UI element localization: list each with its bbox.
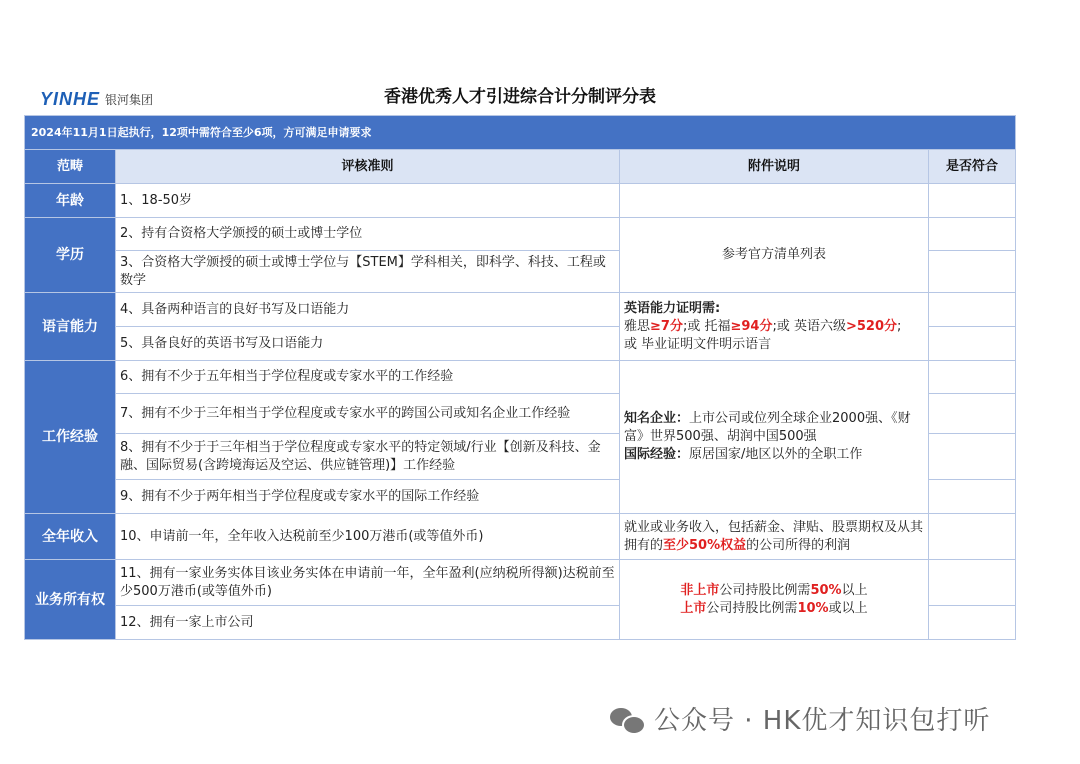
table-row — [25, 293, 1016, 327]
note-business — [620, 560, 929, 640]
check-cell-9[interactable] — [929, 480, 1016, 514]
banner-row — [25, 116, 1016, 150]
table-row — [25, 218, 1016, 251]
criterion-7: 7、拥有不少于三年相当于学位程度或专家水平的跨国公司或知名企业工作经验 — [116, 394, 620, 434]
page-title: 香港优秀人才引进综合计分制评分表 — [384, 87, 656, 107]
table-row — [25, 361, 1016, 394]
business-note-listed: 上市公司持股比例需10%或以上 — [680, 600, 868, 616]
category-education: 学历 — [25, 218, 116, 293]
check-cell-3[interactable] — [929, 251, 1016, 293]
table-row — [25, 560, 1016, 606]
language-note-alt: 或 毕业证明文件明示语言 — [624, 336, 772, 352]
col-header-category: 范畴 — [25, 150, 116, 184]
category-income: 全年收入 — [25, 514, 116, 560]
check-cell-7[interactable] — [929, 394, 1016, 434]
check-cell-4[interactable] — [929, 293, 1016, 327]
criterion-1: 1、18-50岁 — [116, 184, 620, 218]
work-note-famous: 知名企业：上市公司或位列全球企业2000强、《财富》世界500强、胡润中国500强 — [624, 411, 911, 444]
language-note-title: 英语能力证明需: — [624, 300, 721, 316]
category-age: 年龄 — [25, 184, 116, 218]
check-cell-1[interactable] — [929, 184, 1016, 218]
header-row — [25, 150, 1016, 184]
watermark-text: 公众号 · HK优才知识包打听 — [654, 706, 991, 736]
wechat-icon — [610, 706, 644, 732]
check-cell-8[interactable] — [929, 434, 1016, 480]
col-header-check: 是否符合 — [929, 150, 1016, 184]
check-cell-2[interactable] — [929, 218, 1016, 251]
scoring-table — [24, 115, 1016, 640]
criterion-4: 4、具备两种语言的良好书写及口语能力 — [116, 293, 620, 327]
note-education: 参考官方清单列表 — [620, 218, 929, 293]
note-language — [620, 293, 929, 361]
criterion-12: 12、拥有一家上市公司 — [116, 606, 620, 640]
work-note-international: 国际经验：原居国家/地区以外的全职工作 — [624, 447, 863, 462]
criterion-3: 3、合资格大学颁授的硕士或博士学位与【STEM】学科相关，即科学、科技、工程或数学 — [116, 251, 620, 293]
criterion-10: 10、申请前一年，全年收入达税前至少100万港币(或等值外币) — [116, 514, 620, 560]
check-cell-11[interactable] — [929, 560, 1016, 606]
criterion-8: 8、拥有不少于于三年相当于学位程度或专家水平的特定领域/行业【创新及科技、金融、国际贸易(含跨境海运及空运、供应链管理)】工作经验 — [116, 434, 620, 480]
check-cell-10[interactable] — [929, 514, 1016, 560]
check-cell-6[interactable] — [929, 361, 1016, 394]
category-business: 业务所有权 — [25, 560, 116, 640]
banner-text: 2024年11月1日起执行，12项中需符合至少6项，方可满足申请要求 — [25, 116, 1016, 150]
table-row — [25, 514, 1016, 560]
note-age — [620, 184, 929, 218]
criterion-6: 6、拥有不少于五年相当于学位程度或专家水平的工作经验 — [116, 361, 620, 394]
language-note-scores: 雅思≥7分;或 托福≥94分;或 英语六级>520分; — [624, 318, 902, 334]
watermark — [610, 700, 990, 737]
category-work: 工作经验 — [25, 361, 116, 514]
criterion-5: 5、具备良好的英语书写及口语能力 — [116, 327, 620, 361]
category-language: 语言能力 — [25, 293, 116, 361]
note-work — [620, 361, 929, 514]
business-note-unlisted: 非上市公司持股比例需50%以上 — [680, 582, 868, 598]
criterion-11: 11、拥有一家业务实体目该业务实体在申请前一年，全年盈利(应纳税所得额)达税前至少500万港币(或等值外币) — [116, 560, 620, 606]
note-income: 就业或业务收入，包括薪金、津贴、股票期权及从其拥有的至少50%权益的公司所得的利润 — [620, 514, 929, 560]
criterion-2: 2、持有合资格大学颁授的硕士或博士学位 — [116, 218, 620, 251]
check-cell-12[interactable] — [929, 606, 1016, 640]
check-cell-5[interactable] — [929, 327, 1016, 361]
logo-mark: YINHE — [40, 89, 101, 109]
col-header-criteria: 评核准则 — [116, 150, 620, 184]
company-logo — [40, 89, 153, 110]
col-header-notes: 附件说明 — [620, 150, 929, 184]
table-row — [25, 184, 1016, 218]
criterion-9: 9、拥有不少于两年相当于学位程度或专家水平的国际工作经验 — [116, 480, 620, 514]
logo-name: 银河集团 — [105, 93, 154, 107]
